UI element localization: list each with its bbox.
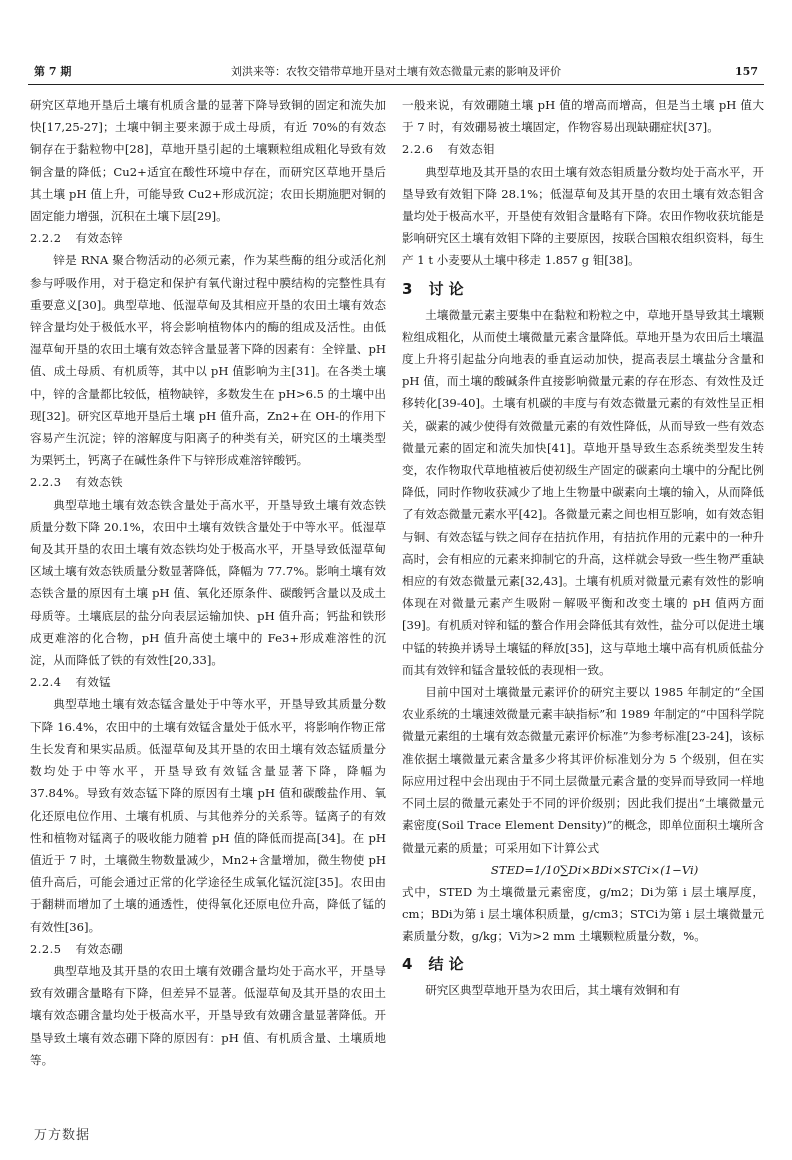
running-title: 刘洪来等：农牧交错带草地开垦对土壤有效态微量元素的影响及评价 <box>231 65 561 78</box>
paragraph-copper-cont: 研究区草地开垦后土壤有机质含量的显著下降导致铜的固定和流失加快[17,25-27]；土壤中铜主要来源于成土母质，有近 70%的有效态铜存在于黏粒物中[28]，草地开垦引起的土壤颗粒组成粗化导致有效铜含量的降低；Cu2+适宜在酸性环境中存在，而研究区草地开垦后其土壤 pH 值上升，可能导致 Cu2+形成沉淀；农田长期施肥对铜的固定能力增强，沉积在土壤下层[29]。 <box>30 98 386 224</box>
paragraph-zinc: 锌是 RNA 聚合物活动的必须元素，作为某些酶的组分或活化剂参与呼吸作用，对于稳定和保护有氧代谢过程中膜结构的完整性具有重要意义[30]。典型草地、低湿草甸及其相应开垦的农田土壤有效态锌含量均处于极低水平，将会影响植物体内的酶的组成及活性。由低湿草甸开垦的农田土壤有效态锌含量显著下降的因素有：全锌量、pH 值、成土母质、有机质等，其中以 pH 值影响为主[31]。在各类土壤中，锌的含量都比较低，植物缺锌，多数发生在 pH>6.5 的土壤中出现[32]。研究区草地开垦后土壤 pH 值升高，Zn2+在 OH-的作用下容易产生沉淀；锌的溶解度与阳离子的种类有关，研究区的土壤类型为栗钙土，钙离子在碱性条件下与锌形成难溶锌酸钙。 <box>30 253 386 468</box>
subsection-title: 有效态铁 <box>75 475 124 490</box>
subsection-number: 2.2.5 <box>30 941 62 956</box>
subsection-title: 有效态锌 <box>75 231 124 246</box>
subsection-number: 2.2.4 <box>30 675 62 690</box>
subsection-heading-molybdenum <box>402 138 764 160</box>
paragraph-manganese: 典型草地土壤有效态锰含量处于中等水平，开垦导致其质量分数下降 16.4%，农田中的土壤有效锰含量处于低水平，将影响作物正常生长发育和果实品质。低湿草甸及其开垦的农田土壤有效态锰质量分数均处于中等水平，开垦导致有效锰含量显著下降，降幅为 37.84%。导致有效态锰下降的原因有土壤 pH 值和碳酸盐作用、氧化还原电位作用、土壤有机质、与其他养分的关系等。锰离子的有效性和植物对锰离子的吸收能力随着 pH 值的降低而提高[34]。在 pH 值近于 7 时，土壤微生物数量减少，Mn2+含量增加，微生物使 pH 值升高后，可能会通过正常的化学途径生成氧化锰沉淀[35]。农田由于翻耕而增加了土壤的通透性，使得氧化还原电位升高，降低了锰的有效性[36]。 <box>30 697 386 934</box>
right-column <box>402 94 764 1002</box>
subsection-number: 2.2.2 <box>30 231 62 246</box>
section-number: 4 <box>402 955 413 974</box>
subsection-title: 有效态钼 <box>447 142 496 157</box>
section-title: 讨 论 <box>428 279 464 298</box>
subsection-title: 有效锰 <box>75 675 112 690</box>
subsection-number: 2.2.3 <box>30 475 62 490</box>
paragraph-iron: 典型草地土壤有效态铁含量处于高水平，开垦导致土壤有效态铁质量分数下降 20.1%，农田中土壤有效铁含量处于中等水平。低湿草甸及其开垦的农田土壤有效态铁均处于极高水平，开垦导致低湿草甸区域土壤有效态铁质量分数显著降低，降幅为 77.7%。影响土壤有效态铁含量的原因有土壤 pH 值、氧化还原条件、碳酸钙含量以及成土母质等。土壤底层的盐分向表层运输加快、pH 值升高；钙盐和铁形成更难溶的化合物，pH 值升高使土壤中的 Fe3+形成难溶性的沉淀，从而降低了铁的有效性[20,33]。 <box>30 497 386 668</box>
paragraph-formula-legend: 式中，STED 为土壤微量元素密度，g/m2；Di为第 i 层土壤厚度，cm；BDi为第 i 层土壤体积质量，g/cm3；STCi为第 i 层土壤微量元素质量分数，g/kg；Vi为>2 mm 土壤颗粒质量分数，%。 <box>402 884 764 944</box>
left-column <box>30 94 386 1071</box>
subsection-heading-zinc <box>30 227 386 249</box>
subsection-title: 有效态硼 <box>75 941 124 956</box>
section-heading-conclusion <box>402 951 764 977</box>
formula-sted: STED=1/10∑Di×BDi×STCi×(1−Vi) <box>490 862 699 877</box>
paragraph-discussion-1: 土壤微量元素主要集中在黏粒和粉粒之中，草地开垦导致其土壤颗粒组成粗化，从而使土壤微量元素含量降低。草地开垦为农田后土壤温度上升将引起盐分向地表的垂直运动加快，提高表层土壤盐分含量和 pH 值，而土壤的酸碱条件直接影响微量元素的存在形态、有效性及迁移转化[39-40]。土壤有机碳的丰度与有效态微量元素的有效性呈正相关，碳素的减少使得有效微量元素的有效性降低，从而导致一些有效态微量元素的固定和流失加快[41]。草地开垦导致生态系统类型发生转变，农作物取代草地植被后使初级生产固定的碳素向土壤中的分配比例降低，同时作物收获减少了地上生物量中碳素向土壤的输入，从而降低了有效态微量元素水平[42]。各微量元素之间也相互影响，如有效态钼与铜、有效态锰与铁之间存在拮抗作用，有拮抗作用的元素中的一种升高时，会有相应的元素来抑制它的升高，这样就会导致一些生物严重缺相应的有效态微量元素[32,43]。土壤有机质对微量元素有效性的影响体现在对微量元素产生吸附－解吸平衡和改变土壤的 pH 值两方面[39]。有机质对锌和锰的螯合作用会降低其有效性，盐分可以促进土壤中锰的转换并诱导土壤锰的释放[35]，这与草地土壤中高有机质低盐分而其有效锌和锰含量较低的表现相一致。 <box>402 307 764 677</box>
subsection-heading-manganese <box>30 671 386 693</box>
subsection-number: 2.2.6 <box>402 142 434 157</box>
paragraph-discussion-2: 目前中国对土壤微量元素评价的研究主要以 1985 年制定的“全国农业系统的土壤速效微量元素丰缺指标”和 1989 年制定的“中国科学院微量元素组的土壤有效态微量元素评价标准”为参考标准[23-24]，该标准依据土壤微量元素含量多少将其评价标准划分为 5 个级别，但在实际应用过程中会出现由于不同土层微量元素含量的变异而导致同一样地不同土层的微量元素处于不同的评价级别；因此我们提出“土壤微量元素密度(Soil Trace Element Density)”的概念，即单位面积土壤所含微量元素的质量；可采用如下计算公式 <box>402 685 764 855</box>
subsection-heading-iron <box>30 471 386 493</box>
paragraph-molybdenum: 典型草地及其开垦的农田土壤有效态钼质量分数均处于高水平，开垦导致有效钼下降 28.1%；低湿草甸及其开垦的农田土壤有效态钼含量均处于极高水平，开垦使有效钼含量略有下降。农田作物收获坑能是影响研究区土壤有效钼下降的主要原因，按联合国粮农组织资料，每生产 1 t 小麦要从土壤中移走 1.857 g 钼[38]。 <box>402 164 764 268</box>
paragraph-conclusion: 研究区典型草地开垦为农田后，其土壤有效铜和有 <box>425 983 681 998</box>
section-title: 结 论 <box>428 955 464 974</box>
issue-number: 第 7 期 <box>34 65 72 78</box>
section-heading-discussion <box>402 276 764 302</box>
page-number: 157 <box>735 65 758 78</box>
paragraph-boron-cont: 一般来说，有效硼随土壤 pH 值的增高而增高，但是当土壤 pH 值大于 7 时，有效硼易被土壤固定，作物容易出现缺硼症状[37]。 <box>402 98 764 135</box>
paragraph-boron: 典型草地及其开垦的农田土壤有效硼含量均处于高水平，开垦导致有效硼含量略有下降，但差异不显著。低湿草甸及其开垦的农田土壤有效态硼含量均处于极高水平，开垦导致有效硼含量显著降低。开垦导致土壤有效态硼下降的原因有：pH 值、有机质含量、土壤质地等。 <box>30 963 386 1067</box>
running-header <box>28 60 764 85</box>
section-number: 3 <box>402 279 413 298</box>
watermark-footer: 万方数据 <box>34 1128 91 1143</box>
subsection-heading-boron <box>30 938 386 960</box>
